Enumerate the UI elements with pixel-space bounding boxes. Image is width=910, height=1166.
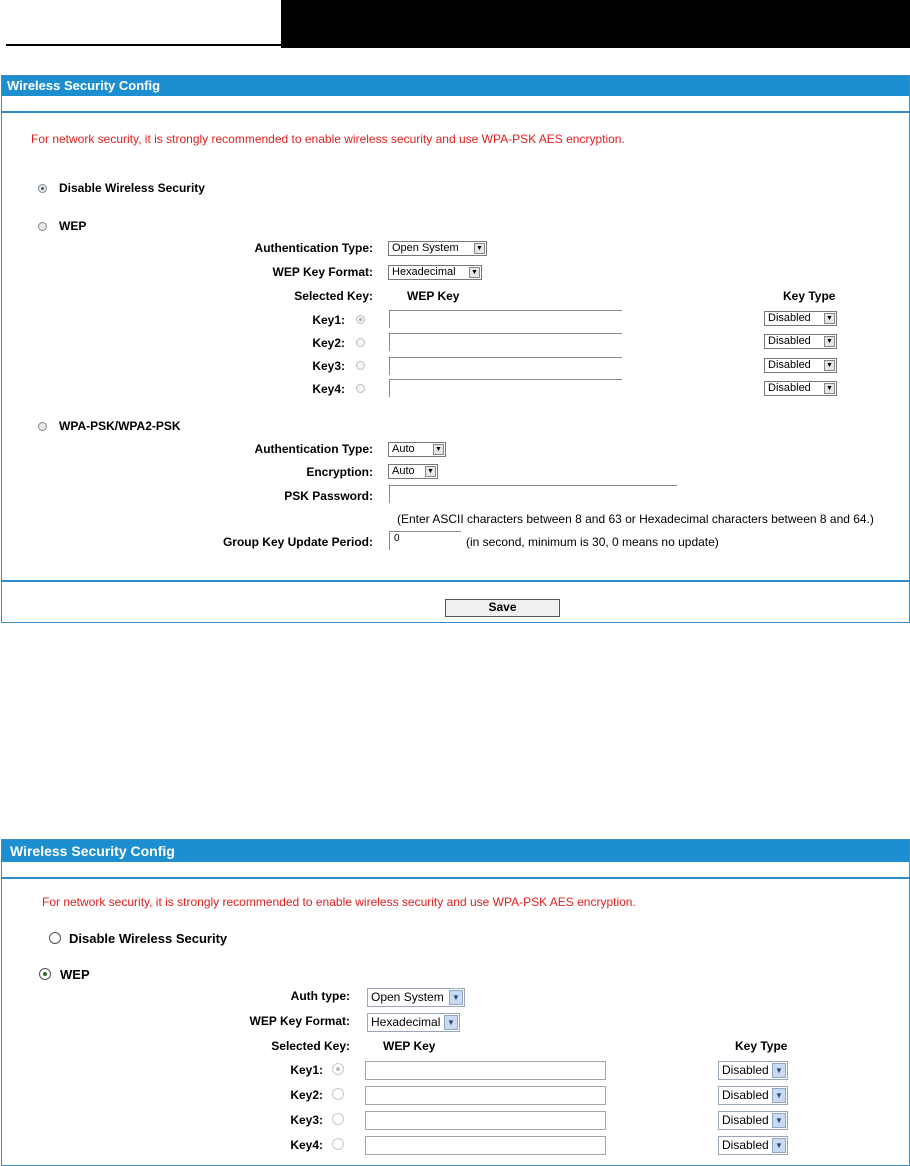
psk-password-label: PSK Password: — [284, 489, 373, 503]
encryption-value: Auto — [392, 465, 415, 477]
chevron-down-icon: ▼ — [772, 1138, 786, 1153]
security-warning: For network security, it is strongly recommended to enable wireless security and use WPA-PSK AES encryption. — [42, 895, 636, 909]
top-security-panel — [1, 75, 910, 623]
header-underline — [6, 44, 281, 46]
chevron-down-icon: ▼ — [824, 313, 835, 324]
chevron-down-icon: ▼ — [772, 1113, 786, 1128]
wep-radio[interactable] — [39, 968, 51, 980]
key4-label: Key4: — [290, 1138, 323, 1152]
key1-label: Key1: — [312, 313, 345, 327]
wep-label: WEP — [59, 219, 87, 233]
key1-type-value: Disabled — [768, 312, 811, 324]
wep-key-header: WEP Key — [383, 1039, 436, 1053]
wpa-psk-label: WPA-PSK/WPA2-PSK — [59, 419, 181, 433]
wep-auth-type-label: Authentication Type: — [254, 241, 373, 255]
wpa-psk-radio[interactable] — [38, 422, 47, 431]
chevron-down-icon: ▼ — [433, 444, 444, 455]
disable-security-label: Disable Wireless Security — [59, 181, 205, 195]
disable-security-label: Disable Wireless Security — [69, 931, 228, 946]
key3-type-select[interactable] — [718, 1111, 788, 1130]
key4-input[interactable] — [365, 1136, 606, 1155]
key3-input[interactable] — [389, 357, 622, 375]
chevron-down-icon: ▼ — [444, 1015, 458, 1030]
key1-type-value: Disabled — [722, 1063, 769, 1077]
key2-input[interactable] — [365, 1086, 606, 1105]
key4-type-select[interactable] — [718, 1136, 788, 1155]
auth-type-select[interactable] — [367, 988, 465, 1007]
chevron-down-icon: ▼ — [449, 990, 463, 1005]
key1-radio[interactable] — [356, 315, 365, 324]
save-button[interactable]: Save — [445, 599, 560, 617]
key4-label: Key4: — [312, 382, 345, 396]
key1-label: Key1: — [290, 1063, 323, 1077]
security-warning: For network security, it is strongly recommended to enable wireless security and use WPA-PSK AES encryption. — [31, 132, 625, 146]
key-type-header: Key Type — [735, 1039, 788, 1053]
wpa-auth-type-select[interactable] — [388, 442, 446, 457]
key4-radio[interactable] — [332, 1138, 344, 1150]
psk-hint: (Enter ASCII characters between 8 and 63 or Hexadecimal characters between 8 and 64.) — [397, 512, 874, 526]
divider — [2, 877, 909, 879]
chevron-down-icon: ▼ — [824, 383, 835, 394]
group-key-period-input[interactable] — [389, 531, 461, 550]
bottom-security-panel — [1, 839, 910, 1166]
key-type-header: Key Type — [783, 289, 836, 303]
key4-input[interactable] — [389, 379, 622, 397]
chevron-down-icon: ▼ — [772, 1063, 786, 1078]
key2-label: Key2: — [312, 336, 345, 350]
key2-type-value: Disabled — [768, 335, 811, 347]
key1-radio[interactable] — [332, 1063, 344, 1075]
key3-radio[interactable] — [356, 361, 365, 370]
chevron-down-icon: ▼ — [824, 360, 835, 371]
key2-type-select[interactable] — [764, 334, 837, 349]
key1-type-select[interactable] — [718, 1061, 788, 1080]
key3-type-value: Disabled — [722, 1113, 769, 1127]
panel-title: Wireless Security Config — [2, 840, 909, 862]
wep-key-header: WEP Key — [407, 289, 460, 303]
wep-label: WEP — [60, 967, 90, 982]
wep-auth-type-value: Open System — [392, 242, 459, 254]
encryption-label: Encryption: — [306, 465, 373, 479]
wep-auth-type-select[interactable] — [388, 241, 487, 256]
wep-key-format-value: Hexadecimal — [392, 266, 456, 278]
wep-key-format-select[interactable] — [367, 1013, 460, 1032]
selected-key-label: Selected Key: — [271, 1039, 350, 1053]
key2-type-value: Disabled — [722, 1088, 769, 1102]
key4-type-value: Disabled — [722, 1138, 769, 1152]
divider — [2, 580, 909, 582]
wep-key-format-select[interactable] — [388, 265, 482, 280]
key2-type-select[interactable] — [718, 1086, 788, 1105]
key1-type-select[interactable] — [764, 311, 837, 326]
selected-key-label: Selected Key: — [294, 289, 373, 303]
group-key-period-hint: (in second, minimum is 30, 0 means no update) — [466, 535, 719, 549]
chevron-down-icon: ▼ — [469, 267, 480, 278]
key3-radio[interactable] — [332, 1113, 344, 1125]
key2-label: Key2: — [290, 1088, 323, 1102]
key2-radio[interactable] — [332, 1088, 344, 1100]
key3-label: Key3: — [312, 359, 345, 373]
chevron-down-icon: ▼ — [474, 243, 485, 254]
wep-radio[interactable] — [38, 222, 47, 231]
key3-input[interactable] — [365, 1111, 606, 1130]
auth-type-value: Open System — [371, 990, 444, 1004]
key1-input[interactable] — [365, 1061, 606, 1080]
key3-label: Key3: — [290, 1113, 323, 1127]
panel-title: Wireless Security Config — [2, 76, 909, 96]
wpa-auth-type-label: Authentication Type: — [254, 442, 373, 456]
chevron-down-icon: ▼ — [425, 466, 436, 477]
key3-type-value: Disabled — [768, 359, 811, 371]
divider — [2, 111, 909, 113]
key3-type-select[interactable] — [764, 358, 837, 373]
key4-radio[interactable] — [356, 384, 365, 393]
wpa-auth-type-value: Auto — [392, 443, 415, 455]
key1-input[interactable] — [389, 310, 622, 328]
wep-key-format-label: WEP Key Format: — [272, 265, 373, 279]
key2-radio[interactable] — [356, 338, 365, 347]
group-key-period-value: 0 — [394, 533, 400, 544]
key2-input[interactable] — [389, 333, 622, 351]
key4-type-select[interactable] — [764, 381, 837, 396]
wep-key-format-label: WEP Key Format: — [249, 1014, 350, 1028]
disable-security-radio[interactable] — [38, 184, 47, 193]
header-bar — [281, 0, 910, 48]
wep-key-format-value: Hexadecimal — [371, 1015, 441, 1029]
encryption-select[interactable] — [388, 464, 438, 479]
key4-type-value: Disabled — [768, 382, 811, 394]
auth-type-label: Auth type: — [290, 989, 350, 1003]
psk-password-input[interactable] — [389, 485, 677, 503]
chevron-down-icon: ▼ — [772, 1088, 786, 1103]
chevron-down-icon: ▼ — [824, 336, 835, 347]
disable-security-radio[interactable] — [49, 932, 61, 944]
group-key-period-label: Group Key Update Period: — [222, 535, 373, 549]
